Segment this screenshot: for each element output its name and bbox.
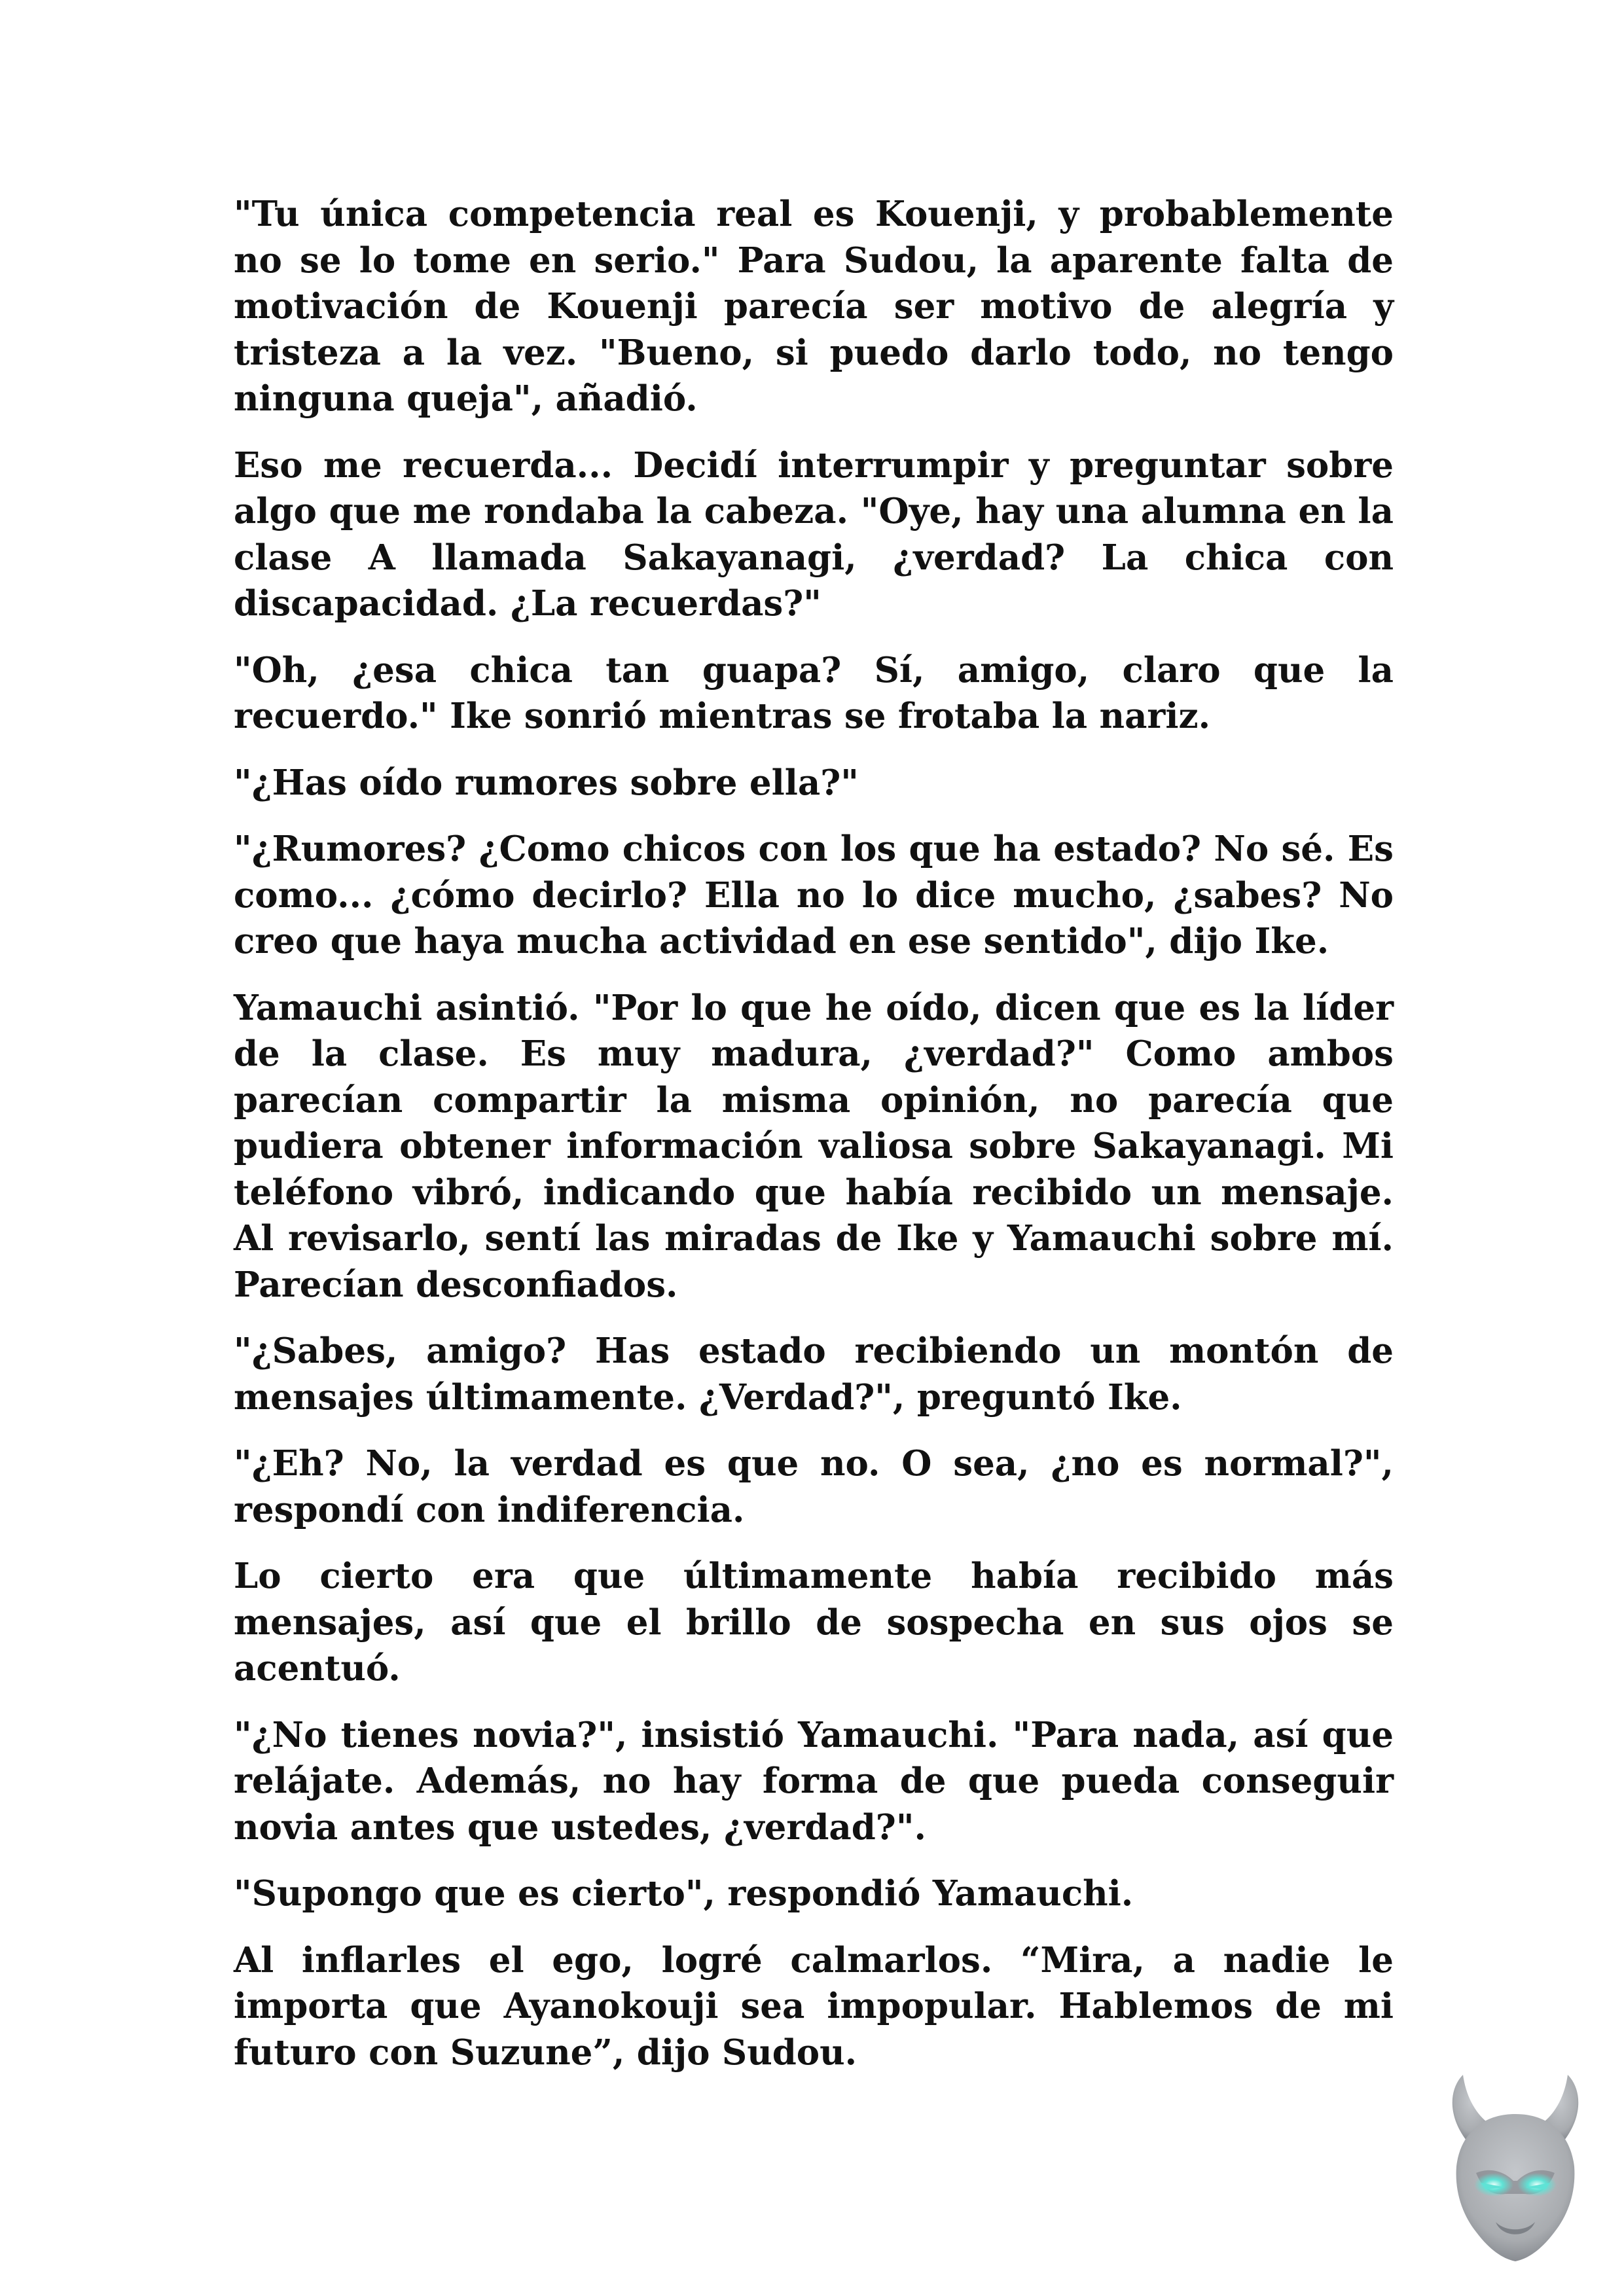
- paragraph: "¿Rumores? ¿Como chicos con los que ha estado? No sé. Es como... ¿cómo decirlo? Ella no lo dice mucho, ¿sabes? No creo que haya mucha actividad en ese sentido", dijo Ike.: [234, 829, 1394, 961]
- paragraph: "Oh, ¿esa chica tan guapa? Sí, amigo, claro que la recuerdo." Ike sonrió mientras se frotaba la nariz.: [234, 649, 1394, 736]
- right-eye: [1517, 2173, 1557, 2197]
- paragraph: "¿Has oído rumores sobre ella?": [234, 762, 859, 803]
- paragraph: Yamauchi asintió. "Por lo que he oído, dicen que es la líder de la clase. Es muy madura, ¿verdad?" Como ambos parecían compartir la misma opinión, no parecía que pudiera obtener información valiosa sobre Sakayanagi. Mi teléfono vibró, indicando que había recibido un mensaje. Al revisarlo, sentí las miradas de Ike y Yamauchi sobre mí. Parecían desconfiados.: [234, 987, 1394, 1305]
- left-eye: [1474, 2173, 1513, 2197]
- body-text: [234, 191, 1394, 2096]
- paragraph: "¿No tienes novia?", insistió Yamauchi. "Para nada, así que relájate. Además, no hay forma de que pueda conseguir novia antes que ustedes, ¿verdad?".: [234, 1714, 1394, 1848]
- paragraph: "¿Eh? No, la verdad es que no. O sea, ¿no es normal?", respondí con indiferencia.: [234, 1443, 1394, 1530]
- demon-head-icon: [1440, 2068, 1591, 2265]
- paragraph: "¿Sabes, amigo? Has estado recibiendo un montón de mensajes últimamente. ¿Verdad?", preguntó Ike.: [234, 1331, 1394, 1418]
- paragraph: Eso me recuerda... Decidí interrumpir y preguntar sobre algo que me rondaba la cabeza. "Oye, hay una alumna en la clase A llamada Sakayanagi, ¿verdad? La chica con discapacidad. ¿La recuerdas?": [234, 444, 1394, 624]
- paragraph: "Tu única competencia real es Kouenji, y probablemente no se lo tome en serio." Para Sudou, la aparente falta de motivación de Kouenji parecía ser motivo de alegría y tristeza a la vez. "Bueno, si puedo darlo todo, no tengo ninguna queja", añadió.: [234, 194, 1394, 419]
- paragraph: Lo cierto era que últimamente había recibido más mensajes, así que el brillo de sospecha en sus ojos se acentuó.: [234, 1556, 1394, 1689]
- paragraph: "Supongo que es cierto", respondió Yamauchi.: [234, 1873, 1134, 1914]
- paragraph: Al inflarles el ego, logré calmarlos. “Mira, a nadie le importa que Ayanokouji sea impopular. Hablemos de mi futuro con Suzune”, dijo Sudou.: [234, 1939, 1394, 2073]
